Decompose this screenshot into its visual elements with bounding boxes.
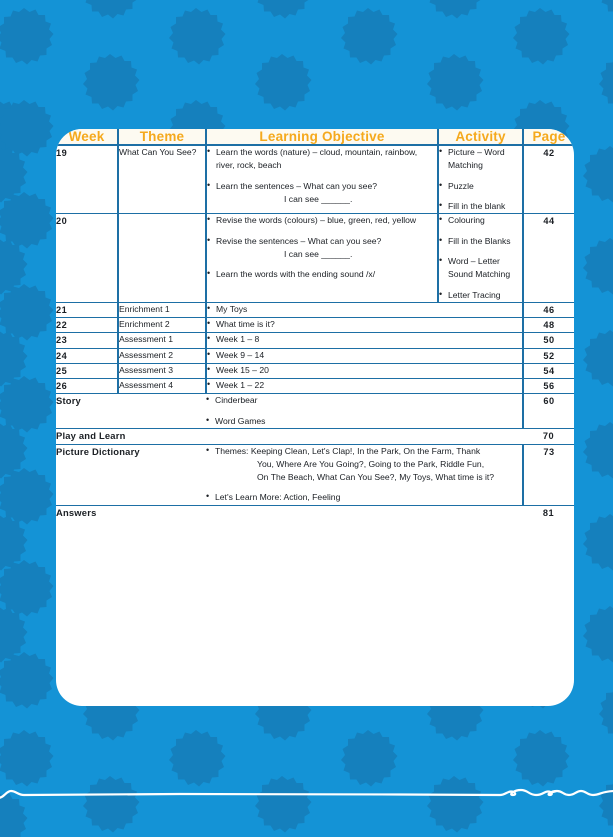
objective-subtext: I can see ______. <box>284 193 353 204</box>
table-header <box>56 129 574 145</box>
objective-text: Learn the sentences – What can you see? <box>216 180 377 191</box>
table-row <box>56 379 574 394</box>
cell-week: 20 <box>56 214 118 303</box>
table-row <box>56 333 574 348</box>
objective-subtext: I can see ______. <box>284 248 353 259</box>
cell-week: 25 <box>56 363 118 378</box>
cell-objective <box>206 379 523 394</box>
cell-week: 21 <box>56 302 118 317</box>
cell-section-label: Picture Dictionary <box>56 444 206 505</box>
activity-item: • Fill in the Blanks <box>439 235 522 248</box>
cell-section-label: Answers <box>56 506 97 518</box>
table-row-play-and-learn <box>56 428 574 444</box>
cell-objective <box>206 214 438 303</box>
cell-page: 73 <box>523 444 574 505</box>
objective-item: • Week 9 – 14 <box>207 349 522 362</box>
cell-objective <box>206 348 523 363</box>
cell-page: 70 <box>523 428 574 444</box>
cell-page: 46 <box>523 302 574 317</box>
column-header-activity: Activity <box>438 129 523 145</box>
cell-week: 19 <box>56 145 118 214</box>
activity-item: • Word – Letter Sound Matching <box>439 255 522 282</box>
objective-item: • Week 15 – 20 <box>207 364 522 377</box>
themes-line-1: Themes: Keeping Clean, Let's Clap!, In the Park, On the Farm, Thank <box>215 445 481 456</box>
cell-page: 44 <box>523 214 574 303</box>
objective-item: • Learn the words with the ending sound /x/ <box>207 268 437 281</box>
activity-item: • Letter Tracing <box>439 289 522 302</box>
objective-item: • My Toys <box>207 303 522 316</box>
cell-theme: Assessment 4 <box>118 379 206 394</box>
themes-line-2: You, Where Are You Going?, Going to the Park, Riddle Fun, <box>257 458 485 469</box>
cell-theme <box>118 214 206 303</box>
objective-text: Revise the sentences – What can you see? <box>216 235 382 246</box>
objective-item: • Let's Learn More: Action, Feeling <box>206 491 522 504</box>
cell-theme: Enrichment 2 <box>118 318 206 333</box>
table-row <box>56 318 574 333</box>
themes-line-3: On The Beach, What Can You See?, My Toys, What time is it? <box>257 472 495 483</box>
objective-item: • Learn the words (nature) – cloud, mountain, rainbow, river, rock, beach <box>207 146 437 173</box>
cell-page: 81 <box>542 507 555 518</box>
objective-item: • Week 1 – 8 <box>207 333 522 346</box>
cell-page: 54 <box>523 363 574 378</box>
objective-item: • What time is it? <box>207 318 522 331</box>
cell-week: 24 <box>56 348 118 363</box>
cell-page: 56 <box>523 379 574 394</box>
cell-objective <box>206 363 523 378</box>
table-row <box>56 302 574 317</box>
objective-item: • Week 1 – 22 <box>207 379 522 392</box>
cell-theme: Assessment 2 <box>118 348 206 363</box>
column-header-theme: Theme <box>118 129 206 145</box>
cell-page: 52 <box>523 348 574 363</box>
table-row <box>56 348 574 363</box>
objective-item: • Revise the words (colours) – blue, green, red, yellow <box>207 214 437 227</box>
activity-item: • Puzzle <box>439 180 522 193</box>
table-row-answers <box>56 505 574 520</box>
cell-objective <box>206 444 523 505</box>
activity-item: • Colouring <box>439 214 522 227</box>
cell-theme: Assessment 1 <box>118 333 206 348</box>
objective-item <box>207 180 437 207</box>
cell-page: 60 <box>523 394 574 429</box>
table-row <box>56 363 574 378</box>
activity-item: • Picture – Word Matching <box>439 146 522 173</box>
column-header-page: Page <box>523 129 574 145</box>
activity-item: • Fill in the blank <box>439 200 522 213</box>
table-row-story <box>56 394 574 429</box>
table-body <box>56 145 574 520</box>
cell-activity <box>438 214 523 303</box>
cell-section-label: Story <box>56 394 206 429</box>
header-row <box>56 129 574 145</box>
cell-page: 50 <box>523 333 574 348</box>
cell-page: 48 <box>523 318 574 333</box>
table-row-picture-dictionary <box>56 444 574 505</box>
cell-theme: Enrichment 1 <box>118 302 206 317</box>
column-header-objective: Learning Objective <box>206 129 438 145</box>
objective-item: • Cinderbear <box>206 394 522 407</box>
cell-objective <box>206 302 523 317</box>
cell-week: 23 <box>56 333 118 348</box>
wavy-line-decoration <box>0 780 613 810</box>
cell-objective <box>206 394 523 429</box>
cell-objective <box>206 318 523 333</box>
objective-item <box>207 235 437 262</box>
objective-item: • Word Games <box>206 415 522 428</box>
cell-theme: What Can You See? <box>118 145 206 214</box>
cell-activity <box>438 145 523 214</box>
cell-week: 26 <box>56 379 118 394</box>
column-header-week: Week <box>56 129 118 145</box>
table-row <box>56 145 574 214</box>
cell-section-label: Play and Learn <box>56 428 523 444</box>
cell-objective <box>206 333 523 348</box>
contents-card <box>56 129 574 706</box>
table-of-contents <box>56 129 574 520</box>
cell-page: 42 <box>523 145 574 214</box>
cell-week: 22 <box>56 318 118 333</box>
cell-theme: Assessment 3 <box>118 363 206 378</box>
objective-item <box>206 445 522 485</box>
cell-objective <box>206 145 438 214</box>
table-row <box>56 214 574 303</box>
